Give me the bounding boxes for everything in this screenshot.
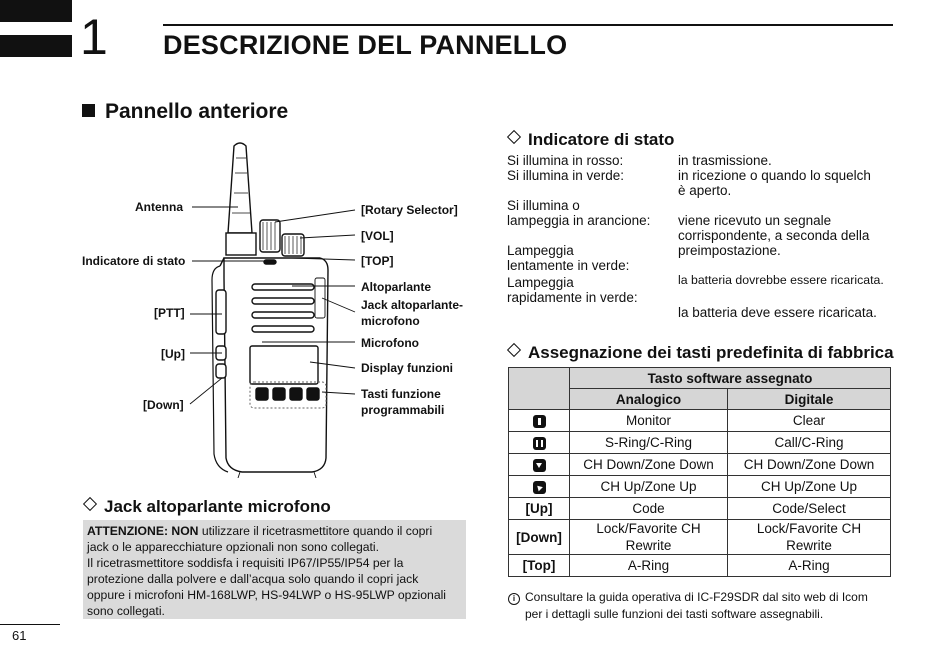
label-top: [TOP] bbox=[361, 254, 394, 268]
status-heading: Indicatore di stato bbox=[506, 130, 674, 150]
diamond-bullet-icon bbox=[507, 343, 521, 357]
label-function-display: Display funzioni bbox=[361, 361, 454, 375]
label-jack-2: microfono bbox=[361, 314, 420, 328]
table-row: CH Up/Zone Up CH Up/Zone Up bbox=[509, 476, 891, 498]
chapter-number: 1 bbox=[80, 9, 108, 65]
section-title: Pannello anteriore bbox=[82, 100, 288, 124]
table-row: [Top] A-Ring A-Ring bbox=[509, 555, 891, 577]
diamond-bullet-icon bbox=[83, 497, 97, 511]
label-antenna: Antenna bbox=[135, 200, 183, 214]
label-programmable-keys-1: Tasti funzione bbox=[361, 387, 441, 401]
label-jack-1: Jack altoparlante- bbox=[361, 298, 464, 312]
table-row: [Down] Lock/Favorite CH Rewrite Lock/Favorite CH Rewrite bbox=[509, 520, 891, 555]
status-right-col: in trasmissione. in ricezione o quando lo squelch è aperto. viene ricevuto un segnale corrispondente, a seconda della preimpostazione. la batteria dovrebbe essere ricaricata. la batteria deve essere ricaricata. bbox=[678, 153, 884, 320]
header-analog: Analogico bbox=[570, 389, 728, 410]
status-left-col: Si illumina in rosso: Si illumina in verde: Si illumina o lampeggia in arancione: Lampeggia lentamente in verde: Lampeggia rapidamente in verde: bbox=[507, 153, 651, 305]
label-speaker: Altoparlante bbox=[361, 280, 432, 294]
chapter-title: DESCRIZIONE DEL PANNELLO bbox=[163, 30, 568, 60]
label-rotary-selector: [Rotary Selector] bbox=[361, 203, 458, 217]
label-vol: [VOL] bbox=[361, 229, 394, 243]
info-icon: i bbox=[508, 593, 520, 605]
key-assignment-table bbox=[508, 367, 891, 577]
jack-heading: Jack altoparlante microfono bbox=[82, 497, 331, 517]
key-down-icon bbox=[533, 459, 546, 472]
warning-box: ATTENZIONE: NON utilizzare il ricetrasmettitore quando il copri jack o le apparecchiature opzionali non sono collegati. Il ricetrasmettitore soddisfa i requisiti IP67/IP55/IP54 per la protezione dalla polvere e dall’acqua solo quando il copri jack oppure i microfoni HM-168LWP, HS-94LWP o HS-95LWP opzionali sono collegati. bbox=[83, 520, 466, 619]
label-microphone: Microfono bbox=[361, 336, 419, 350]
key-up-icon bbox=[533, 481, 546, 494]
page-number: 61 bbox=[12, 628, 27, 643]
page-number-rule bbox=[0, 624, 60, 625]
table-row: [Up] Code Code/Select bbox=[509, 498, 891, 520]
label-status-indicator: Indicatore di stato bbox=[82, 254, 186, 268]
diamond-bullet-icon bbox=[507, 130, 521, 144]
key-2-icon bbox=[533, 437, 546, 450]
info-note: i Consultare la guida operativa di IC-F29SDR dal sito web di Icom per i dettagli sulle funzioni dei tasti software assegnabili. bbox=[508, 589, 898, 623]
table-row: Monitor Clear bbox=[509, 410, 891, 432]
label-down: [Down] bbox=[143, 398, 184, 412]
table-row: S-Ring/C-Ring Call/C-Ring bbox=[509, 432, 891, 454]
label-programmable-keys-2: programmabili bbox=[361, 403, 445, 417]
table-row bbox=[509, 368, 891, 389]
keys-heading: Assegnazione dei tasti predefinita di fabbrica bbox=[506, 343, 894, 363]
label-ptt: [PTT] bbox=[154, 306, 185, 320]
header-digital: Digitale bbox=[728, 389, 891, 410]
key-1-icon bbox=[533, 415, 546, 428]
warning-bold: ATTENZIONE: NON bbox=[87, 524, 199, 538]
label-up: [Up] bbox=[161, 347, 185, 361]
header-software-key: Tasto software assegnato bbox=[570, 368, 891, 389]
table-row: CH Down/Zone Down CH Down/Zone Down bbox=[509, 454, 891, 476]
